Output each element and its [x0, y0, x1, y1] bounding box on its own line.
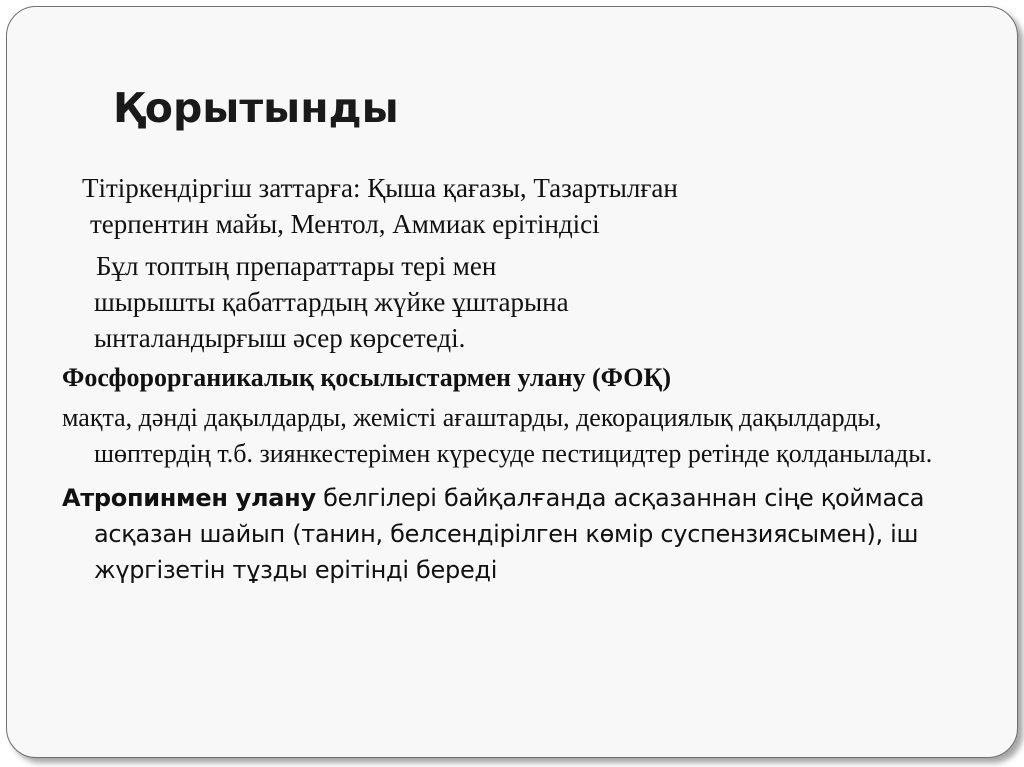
paragraph-group-effect-line-3: ынталандырғыш әсер көрсетеді.: [94, 323, 466, 353]
atropine-bold-term: Атропинмен улану: [62, 484, 316, 512]
atropine-description: белгілері байқалғанда асқазаннан сіңе қоймаса асқазан шайып (танин, белсендірілген көмір суспензиясымен), іш жүргізетін тұзды ерітінді береді: [94, 484, 925, 584]
slide-body: [62, 170, 962, 588]
paragraph-group-effect-line-2: шырышты қабаттардың жүйке ұштарына: [94, 287, 569, 317]
paragraph-atropine: [62, 480, 962, 588]
paragraph-irritants-line-2: терпентин майы, Ментол, Аммиак ерітіндісі: [90, 209, 600, 239]
paragraph-group-effect: [62, 248, 962, 356]
paragraph-pesticides: мақта, дәнді дақылдарды, жемісті ағаштарды, декорациялық дақылдарды, шөптердің т.б. зиянкестерімен күресуде пестицидтер ретінде қолданылады.: [62, 403, 933, 468]
slide-title: Қорытынды: [113, 84, 399, 132]
paragraph-irritants-line-1: Тітіркендіргіш заттарға: Қыша қағазы, Тазартылған: [82, 173, 678, 203]
section-heading-fok: Фосфорорганикалық қосылыстармен улану (ФОҚ): [62, 363, 671, 392]
paragraph-irritants: [62, 170, 962, 242]
paragraph-group-effect-line-1: Бұл топтың препараттары тері мен: [96, 251, 497, 281]
